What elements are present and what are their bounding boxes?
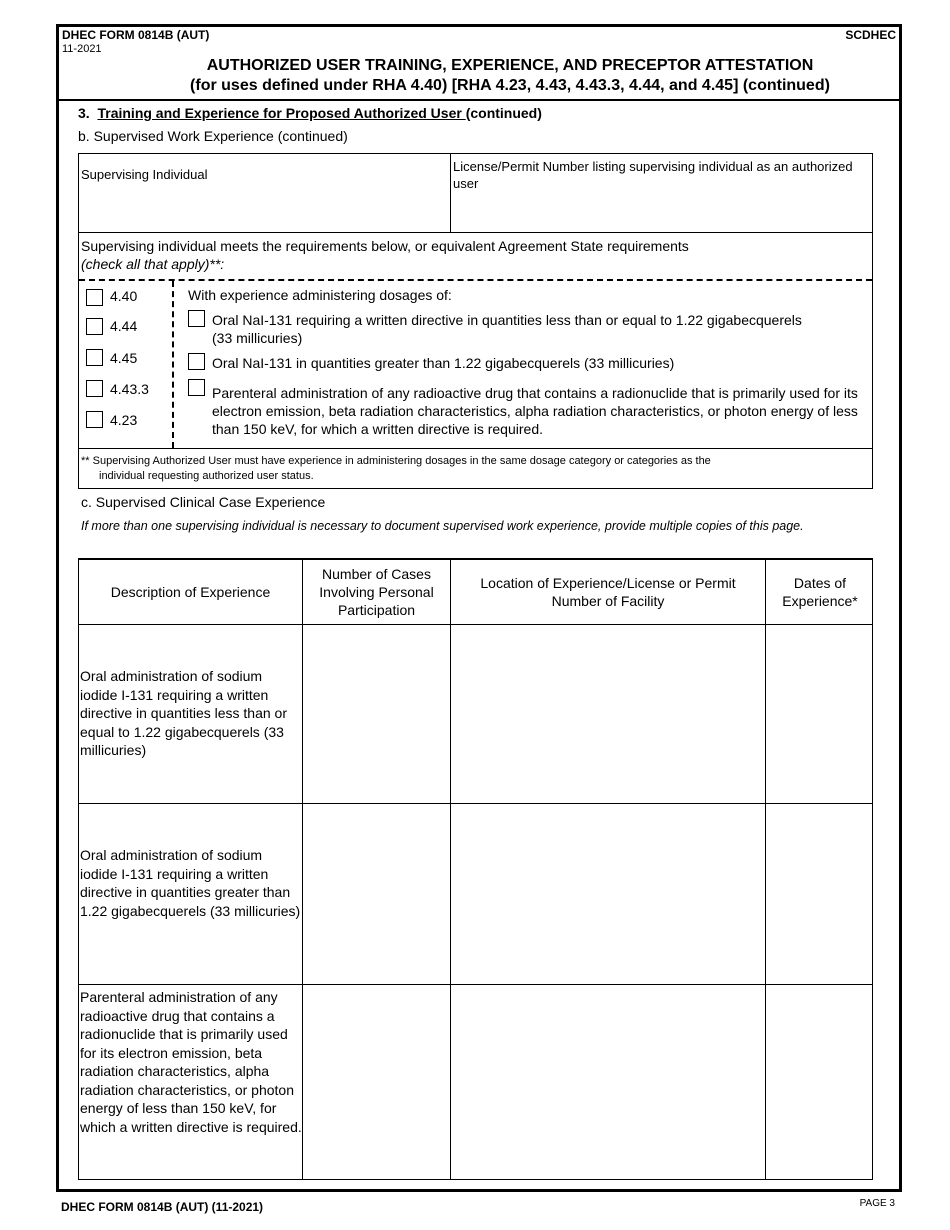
table-row-description: Parenteral administration of any radioactive drug that contains a radionuclide that is primarily used for its electron emission, beta radiation characteristics, alpha radiation characteristics, or photon energy of less than 150 keV, for which a written directive is required. [80,989,302,1135]
column-header-dates: Dates of Experience* [782,575,858,609]
checkbox-oral-nai-le-33[interactable] [188,310,205,327]
section-3-heading [78,105,542,121]
rha-4-44-label: 4.44 [110,318,138,334]
column-header-number-of-cases: Number of Cases Involving Personal Participation [319,566,434,618]
rha-4-43-3-label: 4.43.3 [110,381,149,397]
section-3-title: Training and Experience for Proposed Authorized User [97,105,466,121]
header-divider [59,99,899,101]
checkbox-parenteral[interactable] [188,379,205,396]
footnote-line-1: ** Supervising Authorized User must have experience in administering dosages in the same dosage category or categories as the [81,455,711,467]
column-header-description: Description of Experience [110,584,271,600]
checkbox-oral-nai-gt-33[interactable] [188,353,205,370]
form-id: DHEC FORM 0814B (AUT) [62,28,210,42]
footnote-line-2: individual requesting authorized user status. [99,470,314,482]
footer-form-ref: DHEC FORM 0814B (AUT) (11-2021) [61,1200,264,1214]
section-3-suffix: (continued) [465,105,542,121]
agency-name: SCDHEC [845,28,896,42]
note-divider [79,448,872,449]
form-date: 11-2021 [62,43,102,55]
row-divider [79,803,872,804]
page-number: PAGE 3 [859,1198,895,1209]
form-title: AUTHORIZED USER TRAINING, EXPERIENCE, AND PRECEPTOR ATTESTATION [206,57,814,74]
license-number-field[interactable]: License/Permit Number listing supervising individual as an authorized user [453,159,853,191]
checkbox-rha-4-45[interactable] [86,349,103,366]
column-header-location: Location of Experience/License or Permit Number of Facility [480,575,736,609]
clinical-case-table [78,558,873,1180]
checkbox-rha-4-40[interactable] [86,289,103,306]
supervisor-box [78,153,873,489]
table-row-description: Oral administration of sodium iodide I-131 requiring a written directive in quantities less than or equal to 1.22 gigabecquerels (33 millicuries) [80,668,287,758]
dashed-divider [79,279,872,281]
dashed-column-divider [172,281,174,448]
rha-4-23-label: 4.23 [110,412,138,428]
requirements-text [81,237,861,273]
column-divider [450,560,451,1179]
section-b-heading: b. Supervised Work Experience (continued) [78,128,348,144]
rha-4-40-label: 4.40 [110,288,138,304]
supervising-individual-field[interactable]: Supervising Individual [81,167,208,182]
column-divider [765,560,766,1179]
section-3-number: 3. [78,105,90,121]
row-divider [79,624,872,625]
supervisor-divider [450,154,451,233]
dosage-option-parenteral: Parenteral administration of any radioactive drug that contains a radionuclide that is primarily used for its electron emission, beta radiation characteristics, alpha radiation characteristics, or photon energy of less than 150 keV, for which a written directive is required. [212,385,858,437]
checkbox-rha-4-43-3[interactable] [86,380,103,397]
checkbox-rha-4-44[interactable] [86,318,103,335]
rha-4-45-label: 4.45 [110,350,138,366]
section-c-note: If more than one supervising individual is necessary to document supervised work experience, provide multiple copies of this page. [81,519,804,533]
table-row-description: Oral administration of sodium iodide I-131 requiring a written directive in quantities greater than 1.22 gigabecquerels (33 millicuries) [80,847,301,919]
dosage-option-oral-le: Oral NaI-131 requiring a written directive in quantities less than or equal to 1.22 gigabecquerels (33 millicuries) [212,312,802,346]
supervisor-footnote [81,454,861,484]
dosage-option-oral-gt: Oral NaI-131 in quantities greater than 1.22 gigabecquerels (33 millicuries) [212,355,675,371]
checkbox-rha-4-23[interactable] [86,411,103,428]
section-c-heading: c. Supervised Clinical Case Experience [81,494,326,510]
column-divider [302,560,303,1179]
requirements-hint: (check all that apply)**: [81,256,225,272]
row-divider [79,984,872,985]
with-experience-label: With experience administering dosages of: [188,287,452,303]
form-subtitle: (for uses defined under RHA 4.40) [RHA 4.23, 4.43, 4.43.3, 4.44, and 4.45] (continued) [190,77,830,94]
requirements-statement: Supervising individual meets the requirements below, or equivalent Agreement State requirements [81,238,689,254]
